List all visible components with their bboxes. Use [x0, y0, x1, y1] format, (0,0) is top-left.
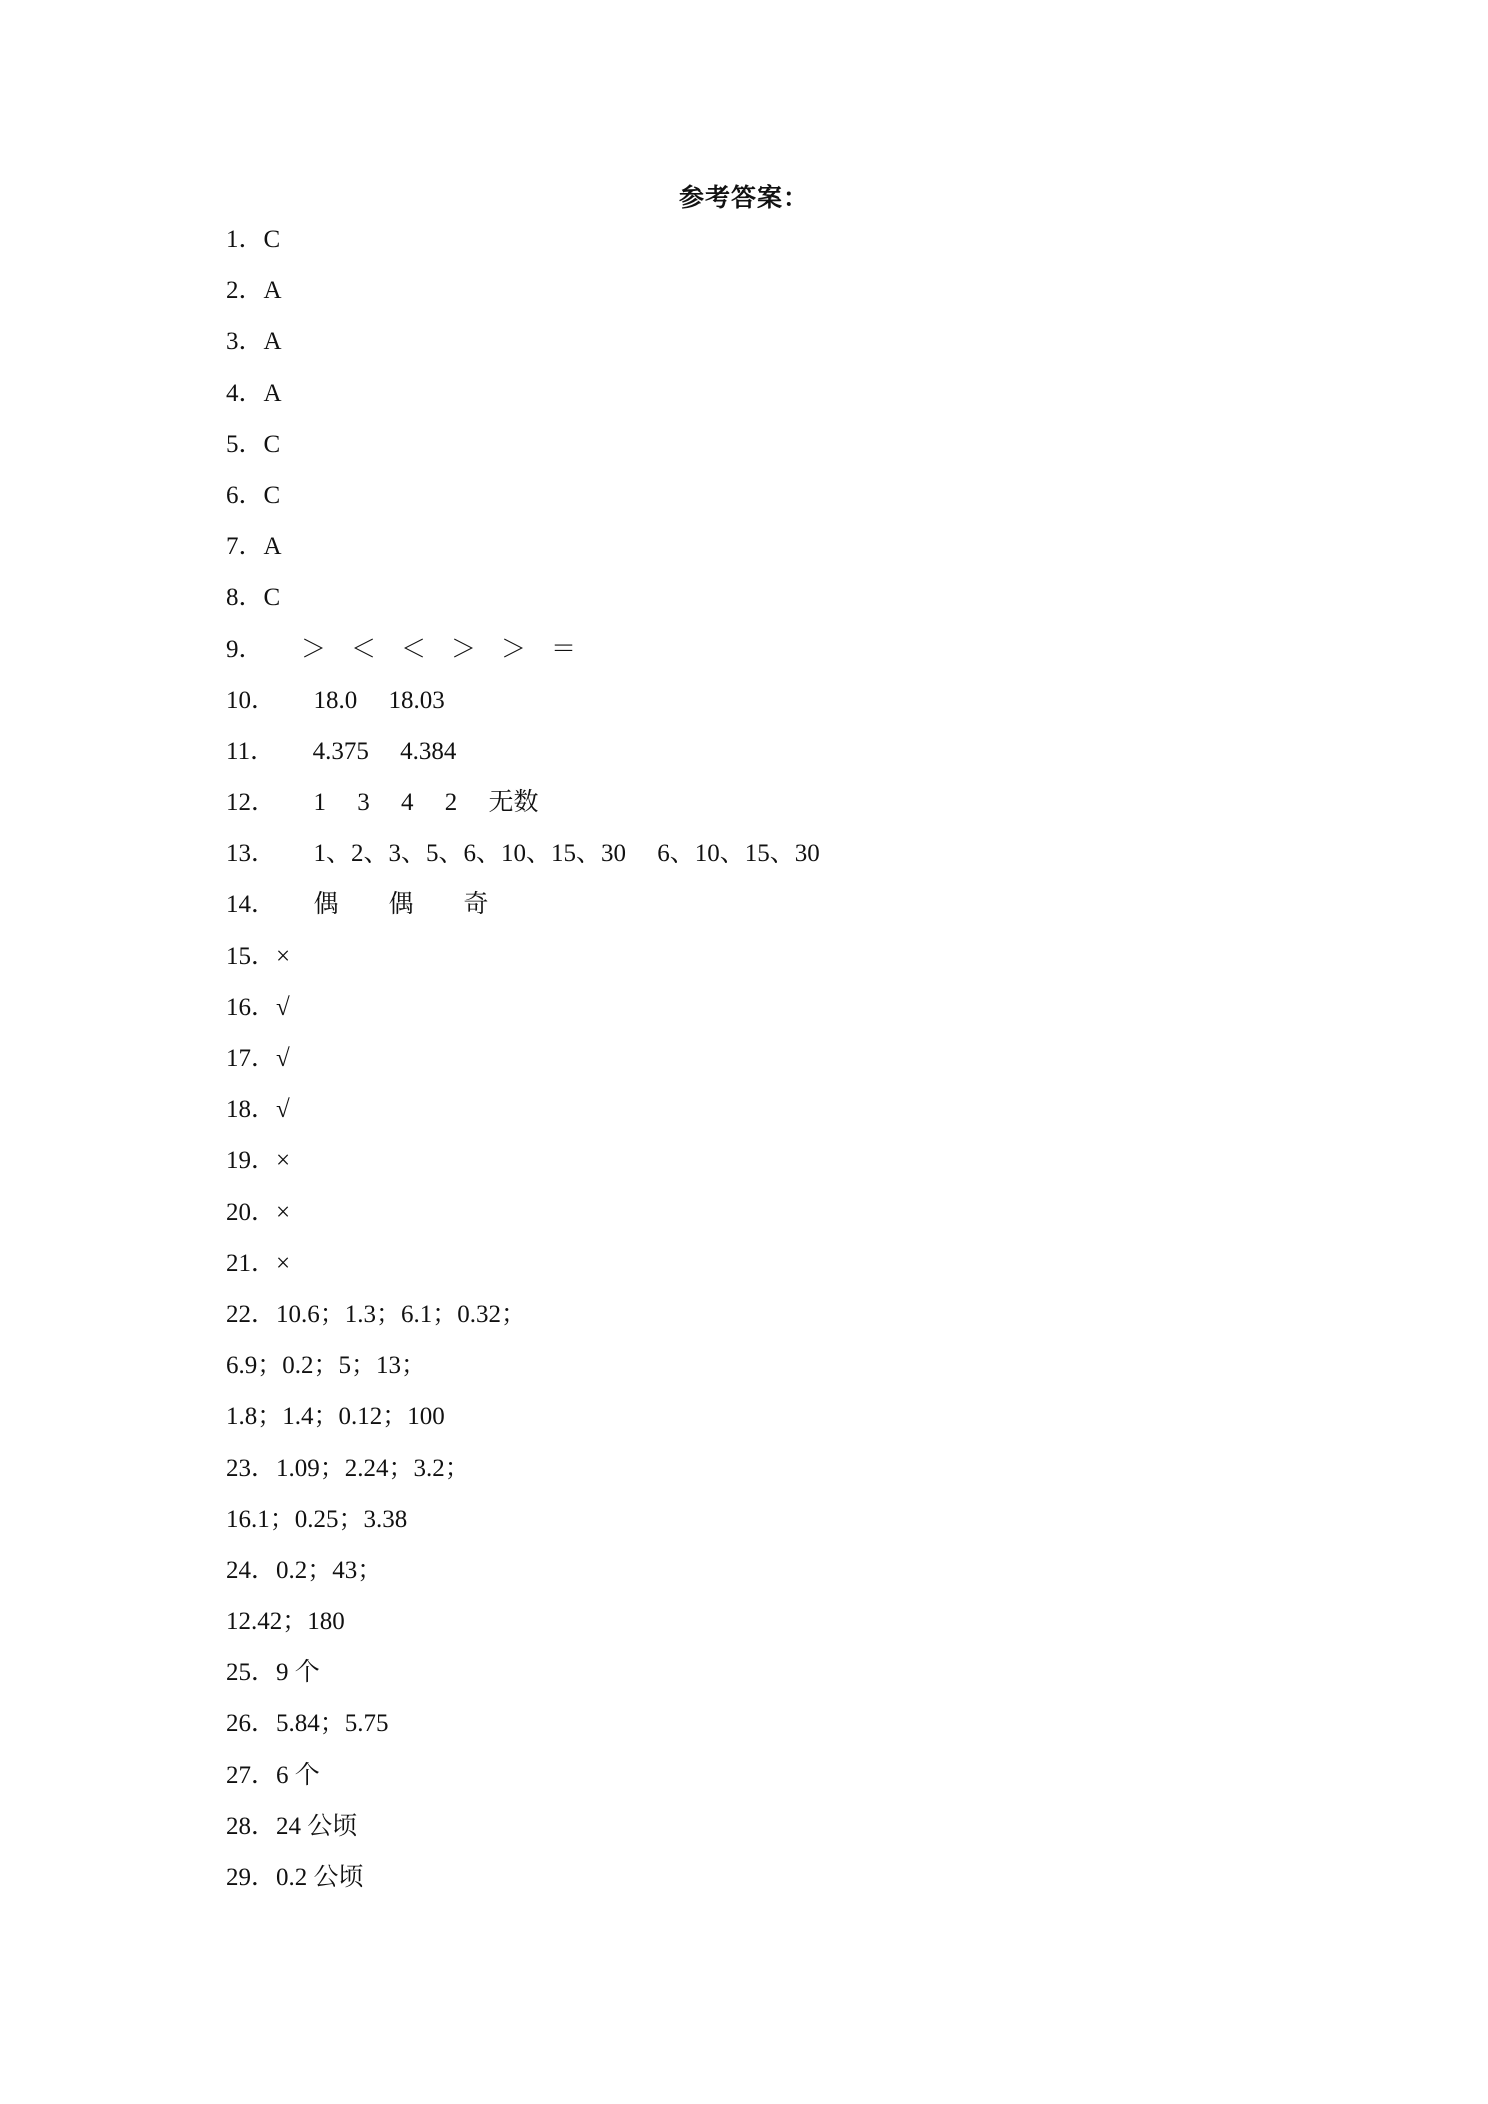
answer-line: 6.9；0.2；5；13； [226, 1352, 427, 1380]
answer-list [226, 214, 1376, 1903]
answer-line: 5．C [226, 430, 281, 458]
answer-line: 27．6 个 [226, 1761, 320, 1789]
answer-line: 4．A [226, 379, 282, 407]
answer-line: 6．C [226, 481, 281, 509]
answer-line: 20．× [226, 1198, 291, 1226]
answer-line: 13． 1、2、3、5、6、10、15、30 6、10、15、30 [226, 840, 820, 868]
answer-line: 1.8；1.4；0.12；100 [226, 1403, 445, 1431]
answer-line: 16.1；0.25；3.38 [226, 1505, 408, 1533]
answer-line: 12.42；180 [226, 1608, 345, 1636]
answer-line: 11． 4.375 4.384 [226, 737, 457, 765]
answer-line: 28．24 公顷 [226, 1812, 358, 1840]
answer-line: 3．A [226, 328, 282, 356]
answer-line: 14． 偶 偶 奇 [226, 891, 489, 919]
answer-line: 9． ＞ ＜ ＜ ＞ ＞ ＝ [226, 635, 577, 663]
answer-line: 8．C [226, 584, 281, 612]
answer-line: 7．A [226, 533, 282, 561]
answer-line: 22．10.6；1.3；6.1；0.32； [226, 1300, 527, 1328]
answer-line: 29．0.2 公顷 [226, 1864, 364, 1891]
answer-line: 24．0.2；43； [226, 1556, 383, 1584]
answer-line: 16．√ [226, 993, 290, 1021]
answer-line: 19．× [226, 1147, 291, 1175]
answer-line: 10． 18.0 18.03 [226, 686, 445, 714]
answer-line: 25．9 个 [226, 1659, 320, 1687]
answer-line: 1．C [226, 226, 281, 253]
answer-line: 26．5.84；5.75 [226, 1710, 389, 1738]
answer-line: 23．1.09；2.24；3.2； [226, 1454, 470, 1482]
answer-line: 21．× [226, 1249, 291, 1277]
answer-line: 2．A [226, 277, 282, 305]
answer-line: 18．√ [226, 1096, 290, 1124]
page-title: 参考答案： [678, 183, 809, 212]
answer-line: 12． 1 3 4 2 无数 [226, 789, 539, 817]
answer-line: 15．× [226, 942, 291, 970]
answer-line: 17．√ [226, 1045, 290, 1072]
